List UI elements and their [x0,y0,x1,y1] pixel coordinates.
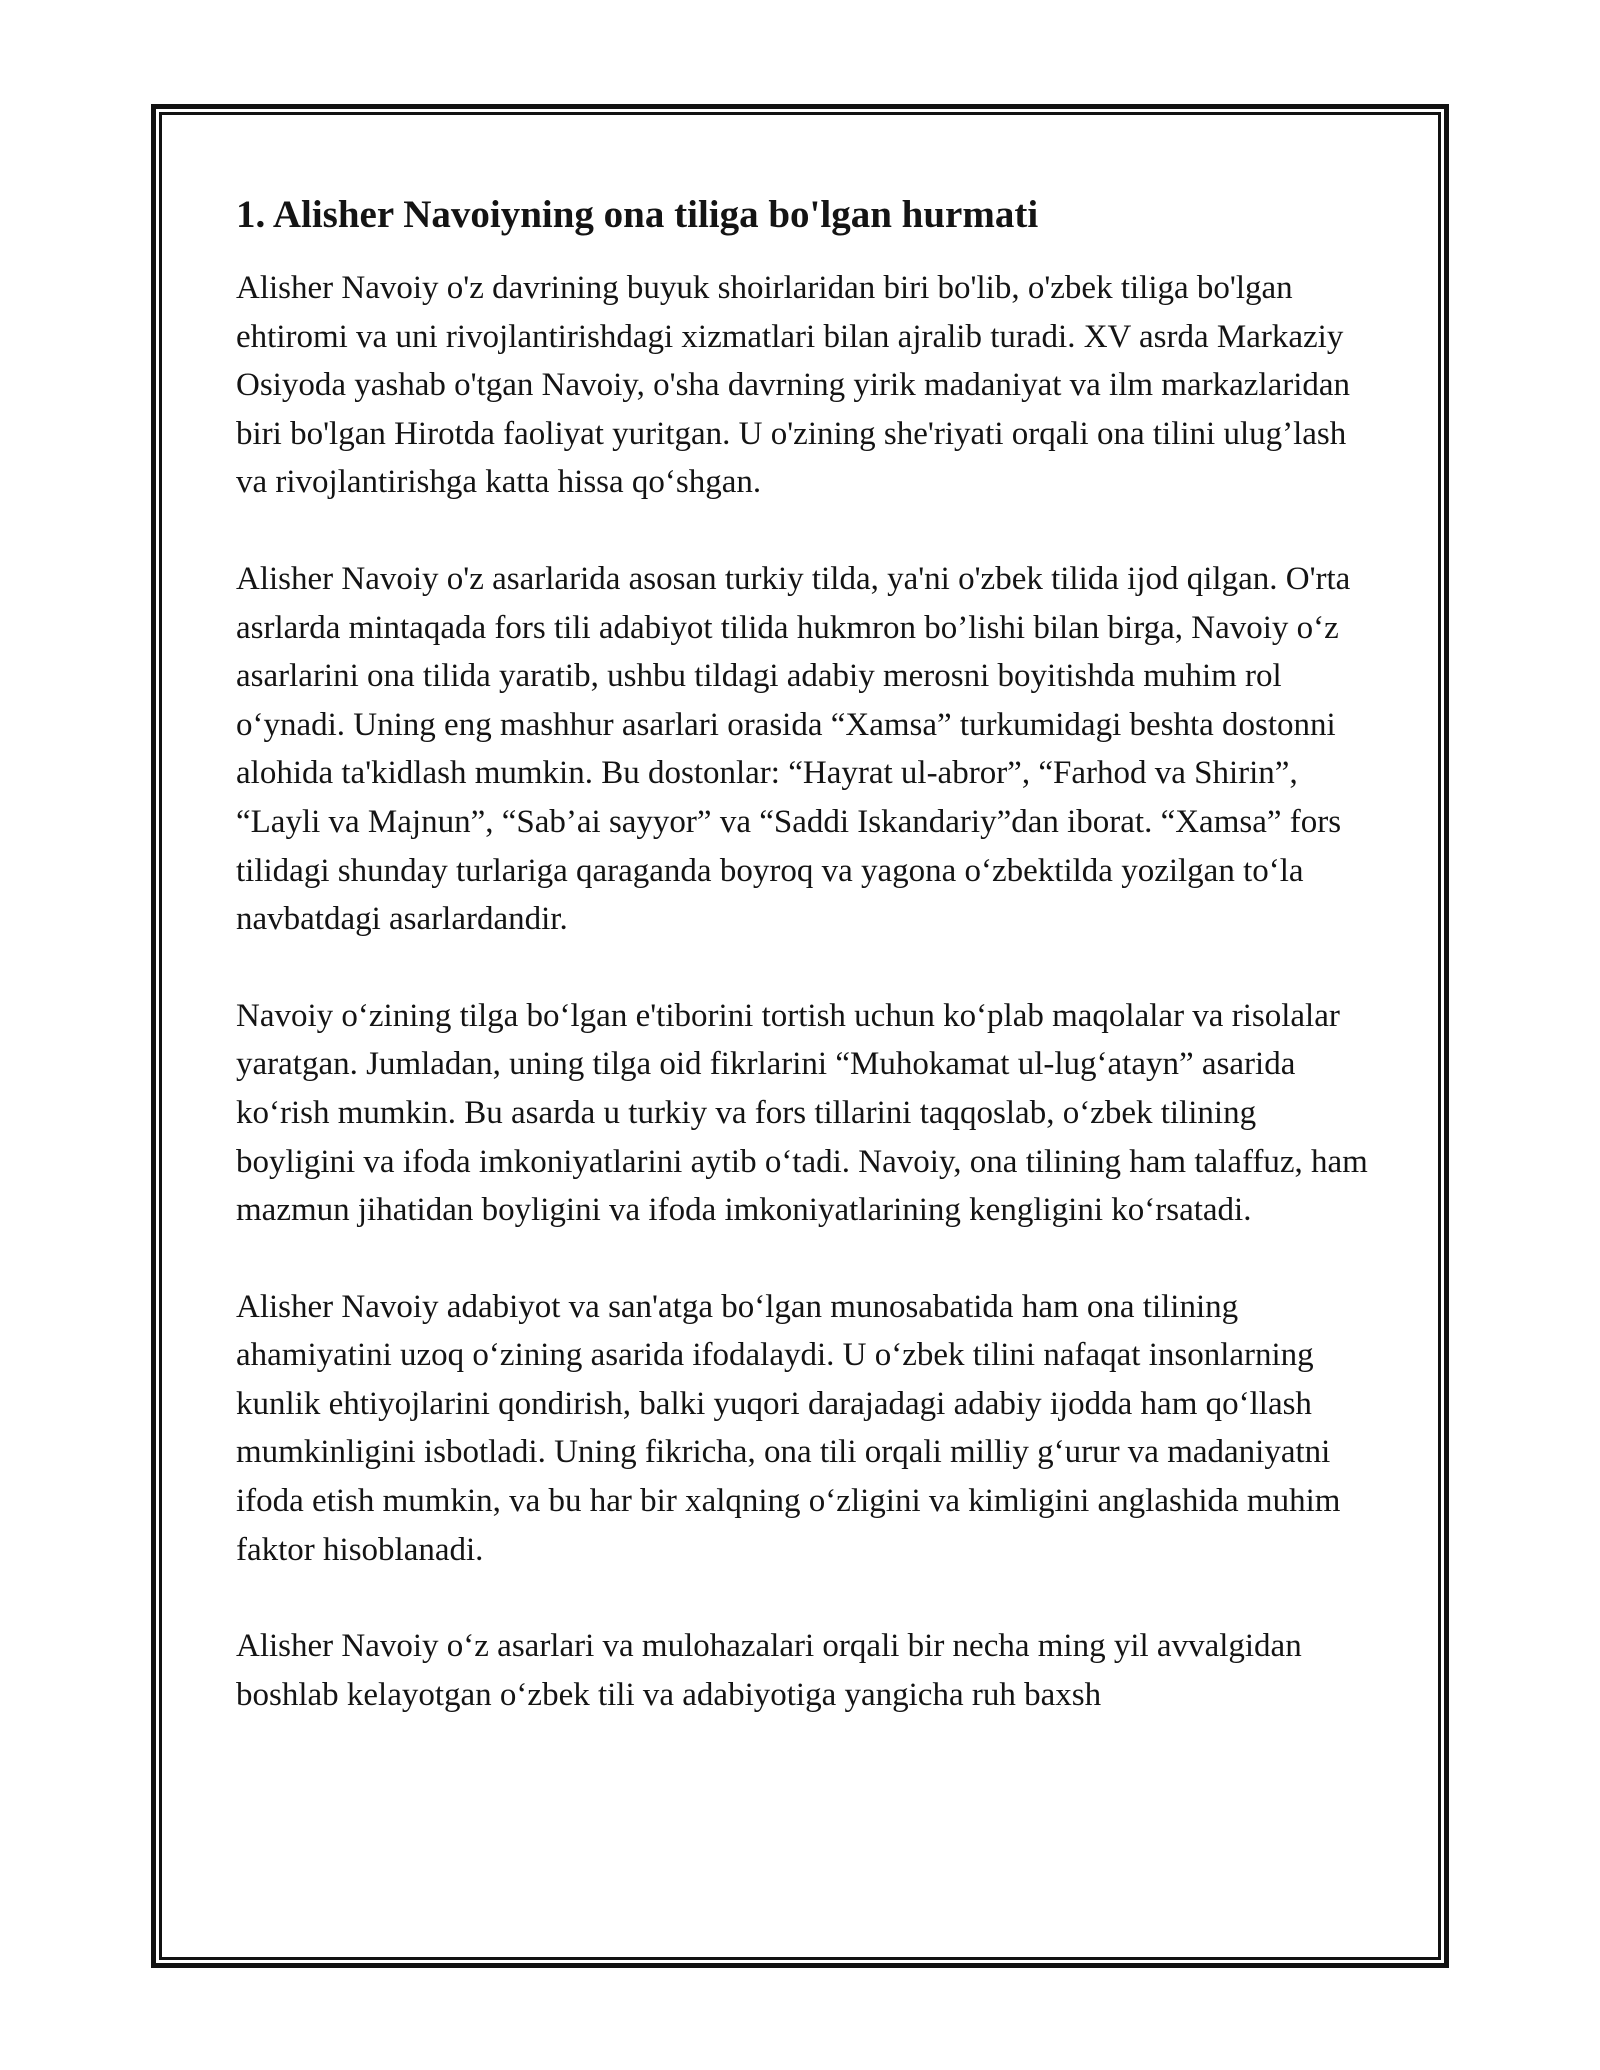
paragraph-5: Alisher Navoiy o‘z asarlari va mulohazalari orqali bir necha ming yil avvalgidan boshlab kelayotgan o‘zbek tili va adabiyotiga yangicha ruh baxsh [236,1628,1302,1713]
paragraph-4: Alisher Navoiy adabiyot va san'atga bo‘lgan munosabatida ham ona tilining ahamiyatini uzoq o‘zining asarida ifodalaydi. U o‘zbek tilini nafaqat insonlarning kunlik ehtiyojlarini qondirish, balki yuqori darajadagi adabiy ijodda ham qo‘llash mumkinligini isbotladi. Uning fikricha, ona tili orqali milliy g‘urur va madaniyatni ifoda etish mumkin, va bu har bir xalqning o‘zligini va kimligini anglashida muhim faktor hisoblanadi. [236,1288,1341,1568]
paragraph-3: Navoiy o‘zining tilga bo‘lgan e'tiborini tortish uchun ko‘plab maqolalar va risolalar yaratgan. Jumladan, uning tilga oid fikrlarini “Muhokamat ul-lug‘atayn” asarida ko‘rish mumkin. Bu asarda u turkiy va fors tillarini taqqoslab, o‘zbek tilining boyligini va ifoda imkoniyatlarini aytib o‘tadi. Navoiy, ona tilining ham talaffuz, ham mazmun jihatidan boyligini va ifoda imkoniyatlarining kengligini ko‘rsatadi. [236,997,1368,1229]
paragraph-2: Alisher Navoiy o'z asarlarida asosan turkiy tilda, ya'ni o'zbek tilida ijod qilgan. O'rta asrlarda mintaqada fors tili adabiyot tilida hukmron bo’lishi bilan birga, Navoiy o‘z asarlarini ona tilida yaratib, ushbu tildagi adabiy merosni boyitishda muhim rol o‘ynadi. Uning eng mashhur asarlari orasida “Xamsa” turkumidagi beshta dostonni alohida ta'kidlash mumkin. Bu dostonlar: “Hayrat ul-abror”, “Farhod va Shirin”, “Layli va Majnun”, “Sab’ai sayyor” va “Saddi Iskandariy”dan iborat. “Xamsa” fors tilidagi shunday turlariga qaraganda boyroq va yagona o‘zbektilda yozilgan to‘la navbatdagi asarlardandir. [236,560,1351,938]
document-body [236,188,1376,1767]
section-heading: 1. Alisher Navoiyning ona tiliga bo'lgan hurmati [236,193,1039,236]
paragraph-1: Alisher Navoiy o'z davrining buyuk shoirlaridan biri bo'lib, o'zbek tiliga bo'lgan ehtiromi va uni rivojlantirishdagi xizmatlari bilan ajralib turadi. XV asrda Markaziy Osiyoda yashab o'tgan Navoiy, o'sha davrning yirik madaniyat va ilm markazlaridan biri bo'lgan Hirotda faoliyat yuritgan. U o'zining she'riyati orqali ona tilini ulug’lash va rivojlantirishga katta hissa qo‘shgan. [236,270,1351,501]
